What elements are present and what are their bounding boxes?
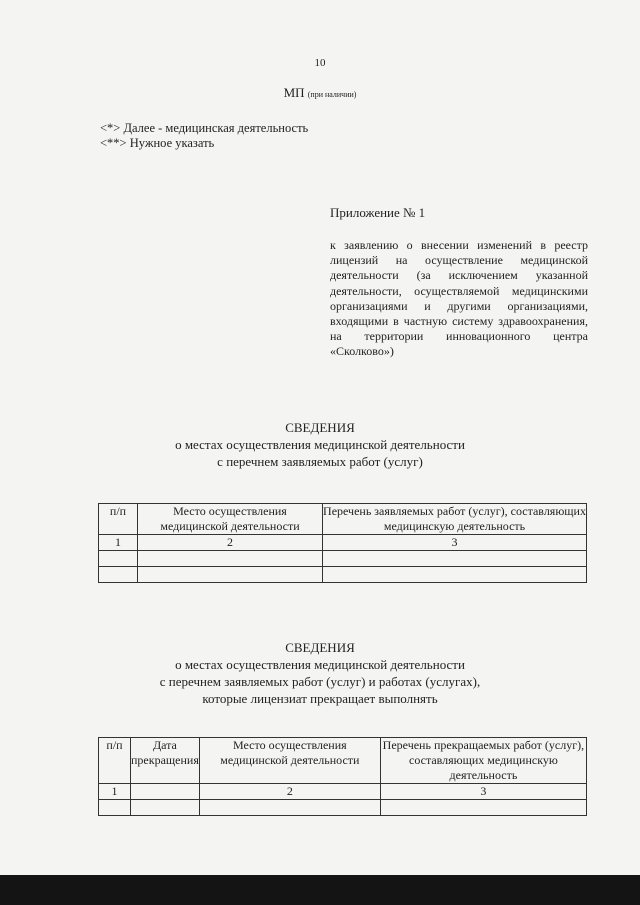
table-cell: 2 (138, 535, 323, 551)
table-cell[interactable] (99, 551, 138, 567)
table-cell[interactable] (323, 567, 587, 583)
section2-subtitle-2: с перечнем заявляемых работ (услуг) и работах (услугах), (159, 674, 481, 689)
table-cell[interactable] (99, 800, 131, 816)
page-number: 10 (314, 57, 326, 69)
col-place-header: Место осуществления медицинской деятельности (138, 504, 323, 535)
table-cell[interactable] (323, 551, 587, 567)
table-cell: 3 (380, 784, 586, 800)
scan-bottom-border (0, 875, 640, 905)
table-cell[interactable] (199, 800, 380, 816)
section1-subtitle-2: с перечнем заявляемых работ (услуг) (217, 454, 423, 469)
table-cell: 3 (323, 535, 587, 551)
section2-subtitle-1: о местах осуществления медицинской деятельности (175, 657, 465, 672)
stamp-note: (при наличии) (307, 90, 357, 99)
table-cell: 1 (99, 784, 131, 800)
footnote-2: <**> Нужное указать (100, 136, 215, 150)
table-cell (131, 784, 200, 800)
col-services-header: Перечень заявляемых работ (услуг), составляющих медицинскую деятельность (323, 504, 586, 533)
col-services-header: Перечень прекращаемых работ (услуг), составляющих медицинскую деятельность (380, 738, 586, 784)
section1-subtitle-1: о местах осуществления медицинской деятельности (175, 437, 465, 452)
appendix-title: Приложение № 1 (330, 205, 426, 220)
table-header (99, 738, 587, 784)
table-cell: 1 (99, 535, 138, 551)
table-cell[interactable] (99, 567, 138, 583)
table-cell: 2 (199, 784, 380, 800)
table-header (99, 504, 587, 535)
footnote-1: <*> Далее - медицинская деятельность (100, 121, 309, 135)
section2-subtitle-3: которые лицензиат прекращает выполнять (202, 691, 438, 706)
appendix-text: к заявлению о внесении изменений в реестр лицензий на осуществление медицинской деятельности (за исключением указанной деятельности, осуществляемой медицинскими организациями и другими организациями, входящими в частную систему здравоохранения, на территории инновационного центра «Сколково») (330, 238, 588, 359)
stamp-mark: МП (283, 85, 305, 100)
col-num-header: п/п (99, 504, 138, 535)
col-place-header: Место осуществления медицинской деятельности (199, 738, 380, 784)
section2-heading: СВЕДЕНИЯ (285, 640, 355, 655)
section1-heading: СВЕДЕНИЯ (285, 420, 355, 435)
table-row (99, 800, 587, 816)
stamp-label (0, 85, 640, 101)
table-row (99, 784, 587, 800)
table-row (99, 551, 587, 567)
table-row (99, 535, 587, 551)
col-date-header: Дата прекращения (131, 738, 200, 784)
table-cell[interactable] (131, 800, 200, 816)
col-num-header: п/п (99, 738, 131, 784)
table-cell[interactable] (138, 567, 323, 583)
table-row (99, 567, 587, 583)
terminated-table (98, 737, 587, 816)
places-table (98, 503, 587, 583)
table-cell[interactable] (380, 800, 586, 816)
table-cell[interactable] (138, 551, 323, 567)
